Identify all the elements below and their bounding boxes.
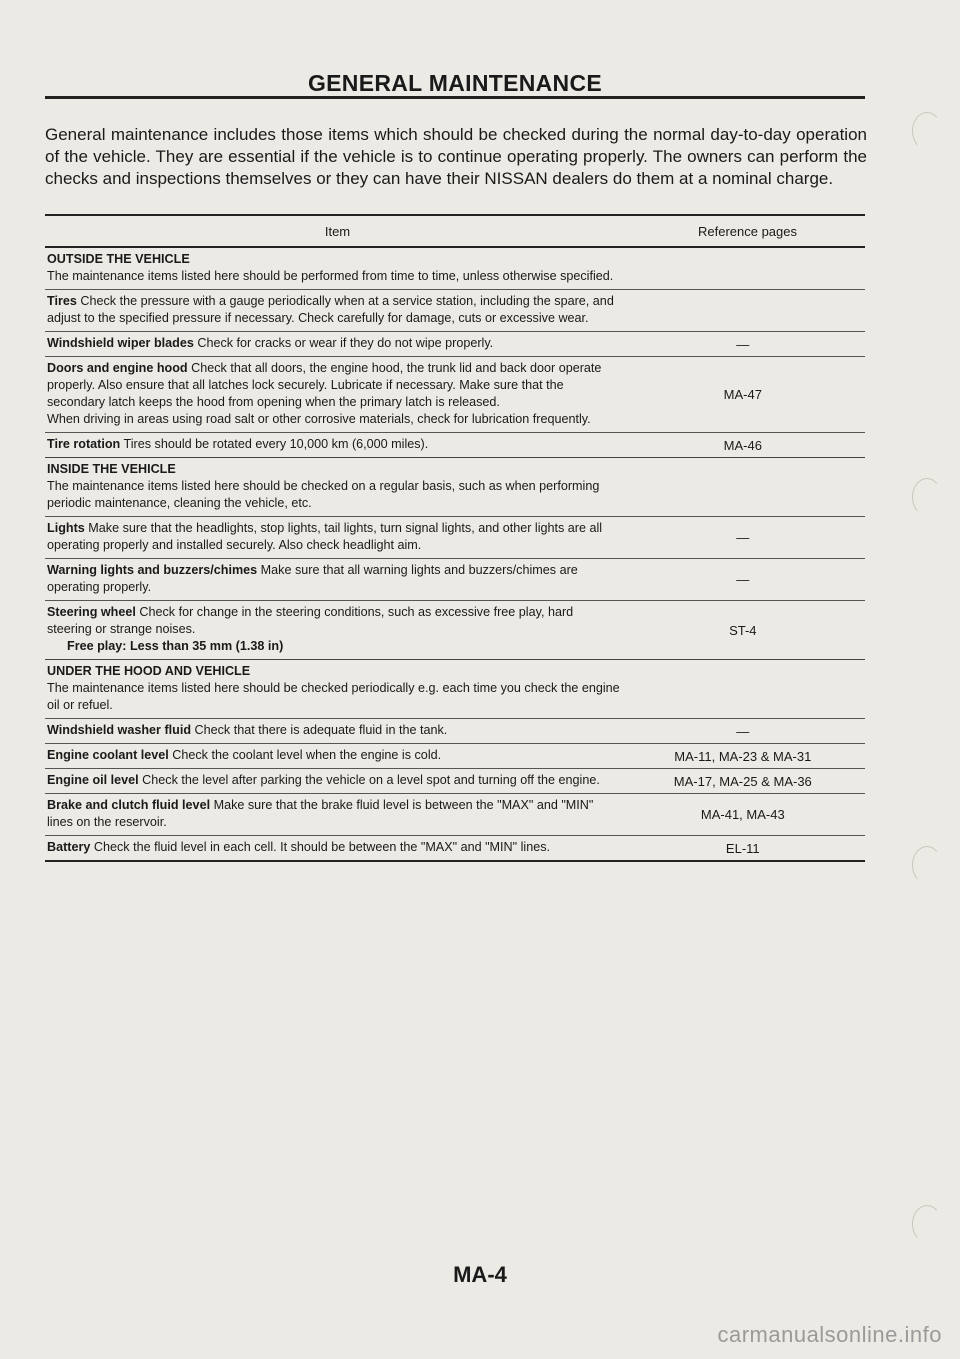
reference-cell: —: [736, 572, 750, 587]
item-text: Check for cracks or wear if they do not wipe properly.: [193, 336, 494, 350]
maintenance-table: [45, 214, 865, 862]
item-label: Brake and clutch fluid level: [47, 798, 211, 812]
item-label: Tire rotation: [47, 437, 121, 451]
table-row: [45, 433, 865, 458]
item-cell: [45, 719, 621, 743]
table-row: [45, 290, 865, 332]
reference-cell: MA-11, MA-23 & MA-31: [674, 748, 812, 764]
reference-cell: [621, 290, 865, 331]
item-cell: [45, 458, 621, 516]
item-text: Check that all doors, the engine hood, the trunk lid and back door operate properly. Also ensure that all latches lock securely. Lubricate if necessary. Make sure that the secondary latch keeps the hood from opening when the primary latch is released.: [47, 361, 602, 409]
item-cell: [45, 601, 621, 659]
item-text: Make sure that the brake fluid level is between the "MAX" and "MIN" lines on the reservoir.: [47, 798, 594, 829]
item-cell: [45, 517, 621, 558]
table-row: [45, 744, 865, 769]
item-cell: [45, 290, 621, 331]
reference-cell: —: [736, 723, 750, 739]
spec-note: Free play: Less than 35 mm (1.38 in): [67, 639, 284, 653]
reference-cell: MA-17, MA-25 & MA-36: [673, 773, 812, 789]
item-cell: [45, 332, 621, 356]
item-label: Windshield wiper blades: [47, 336, 194, 350]
table-row: [45, 660, 865, 719]
item-label: Warning lights and buzzers/chimes: [47, 563, 258, 577]
title-rule: [45, 96, 865, 99]
reference-cell: MA-41, MA-43: [700, 807, 785, 822]
section-heading: OUTSIDE THE VEHICLE: [47, 252, 190, 266]
item-label: Battery: [47, 840, 91, 854]
item-cell: [45, 794, 621, 835]
binder-hole: [912, 1205, 942, 1243]
item-label: Engine oil level: [47, 773, 139, 787]
table-row: [45, 794, 865, 836]
item-cell: [45, 769, 621, 793]
table-row: [45, 601, 865, 660]
reference-cell: ST-4: [729, 622, 757, 638]
item-label: Tires: [47, 294, 77, 308]
item-label: Doors and engine hood: [47, 361, 188, 375]
item-cell: [45, 433, 621, 457]
item-label: Steering wheel: [47, 605, 136, 619]
item-text: Check that there is adequate fluid in the tank.: [191, 723, 448, 737]
table-row: [45, 332, 865, 357]
table-row: [45, 559, 865, 601]
item-text: The maintenance items listed here should be checked on a regular basis, such as when performing periodic maintenance, cleaning the vehicle, etc.: [47, 479, 600, 510]
item-cell: [45, 248, 621, 289]
item-text: The maintenance items listed here should be performed from time to time, unless otherwise specified.: [47, 269, 614, 283]
reference-cell: —: [736, 530, 750, 545]
reference-cell: —: [736, 336, 750, 352]
item-label: Engine coolant level: [47, 748, 169, 762]
item-label: Lights: [47, 521, 85, 535]
item-text: Make sure that the headlights, stop lights, tail lights, turn signal lights, and other lights are all operating properly and installed securely. Also check headlight aim.: [47, 521, 603, 552]
page-title: GENERAL MAINTENANCE: [307, 70, 603, 96]
page-number: MA-4: [453, 1262, 507, 1287]
item-text: Check the level after parking the vehicle on a level spot and turning off the engine.: [138, 773, 600, 787]
item-cell: [45, 660, 621, 718]
reference-cell: [621, 458, 865, 516]
item-cell: [45, 744, 621, 768]
binder-hole: [912, 112, 942, 150]
table-row: [45, 769, 865, 794]
item-text-2: When driving in areas using road salt or other corrosive materials, check for lubrication frequently.: [47, 412, 591, 426]
intro-paragraph: General maintenance includes those items which should be checked during the normal day-to-day operation of the vehicle. They are essential if the vehicle is to continue operating properly. The owners can perform the checks and inspections themselves or they can have their NISSAN dealers do them at a nominal charge.: [45, 125, 867, 188]
binder-hole: [912, 846, 942, 884]
binder-hole: [912, 478, 942, 516]
section-heading: UNDER THE HOOD AND VEHICLE: [47, 664, 251, 678]
table-header: [45, 214, 865, 248]
table-row: [45, 248, 865, 290]
reference-cell: [621, 248, 865, 289]
reference-cell: [621, 660, 865, 718]
table-row: [45, 719, 865, 744]
item-text: Check the coolant level when the engine is cold.: [168, 748, 442, 762]
item-text: Check the pressure with a gauge periodically when at a service station, including the spare, and adjust to the specified pressure if necessary. Check carefully for damage, cuts or excessive wear.: [47, 294, 614, 325]
section-heading: INSIDE THE VEHICLE: [47, 462, 176, 476]
reference-cell: EL-11: [725, 840, 760, 856]
reference-cell: MA-47: [723, 387, 762, 402]
table-row: [45, 836, 865, 862]
watermark-text: carmanualsonline.info: [717, 1322, 942, 1347]
item-column-header: Item: [324, 223, 351, 239]
item-text: Check the fluid level in each cell. It should be between the "MAX" and "MIN" lines.: [90, 840, 551, 854]
table-row: [45, 357, 865, 433]
item-cell: [45, 836, 621, 860]
item-text: Check for change in the steering conditions, such as excessive free play, hard steering or strange noises.: [47, 605, 574, 636]
reference-cell: MA-46: [723, 437, 762, 453]
item-label: Windshield washer fluid: [47, 723, 192, 737]
table-row: [45, 458, 865, 517]
item-cell: [45, 357, 621, 432]
table-row: [45, 517, 865, 559]
reference-column-header: Reference pages: [697, 223, 797, 239]
item-text: Tires should be rotated every 10,000 km (6,000 miles).: [120, 437, 429, 451]
item-text: The maintenance items listed here should be checked periodically e.g. each time you check the engine oil or refuel.: [47, 681, 620, 712]
item-text: Make sure that all warning lights and buzzers/chimes are operating properly.: [47, 563, 578, 594]
item-cell: [45, 559, 621, 600]
